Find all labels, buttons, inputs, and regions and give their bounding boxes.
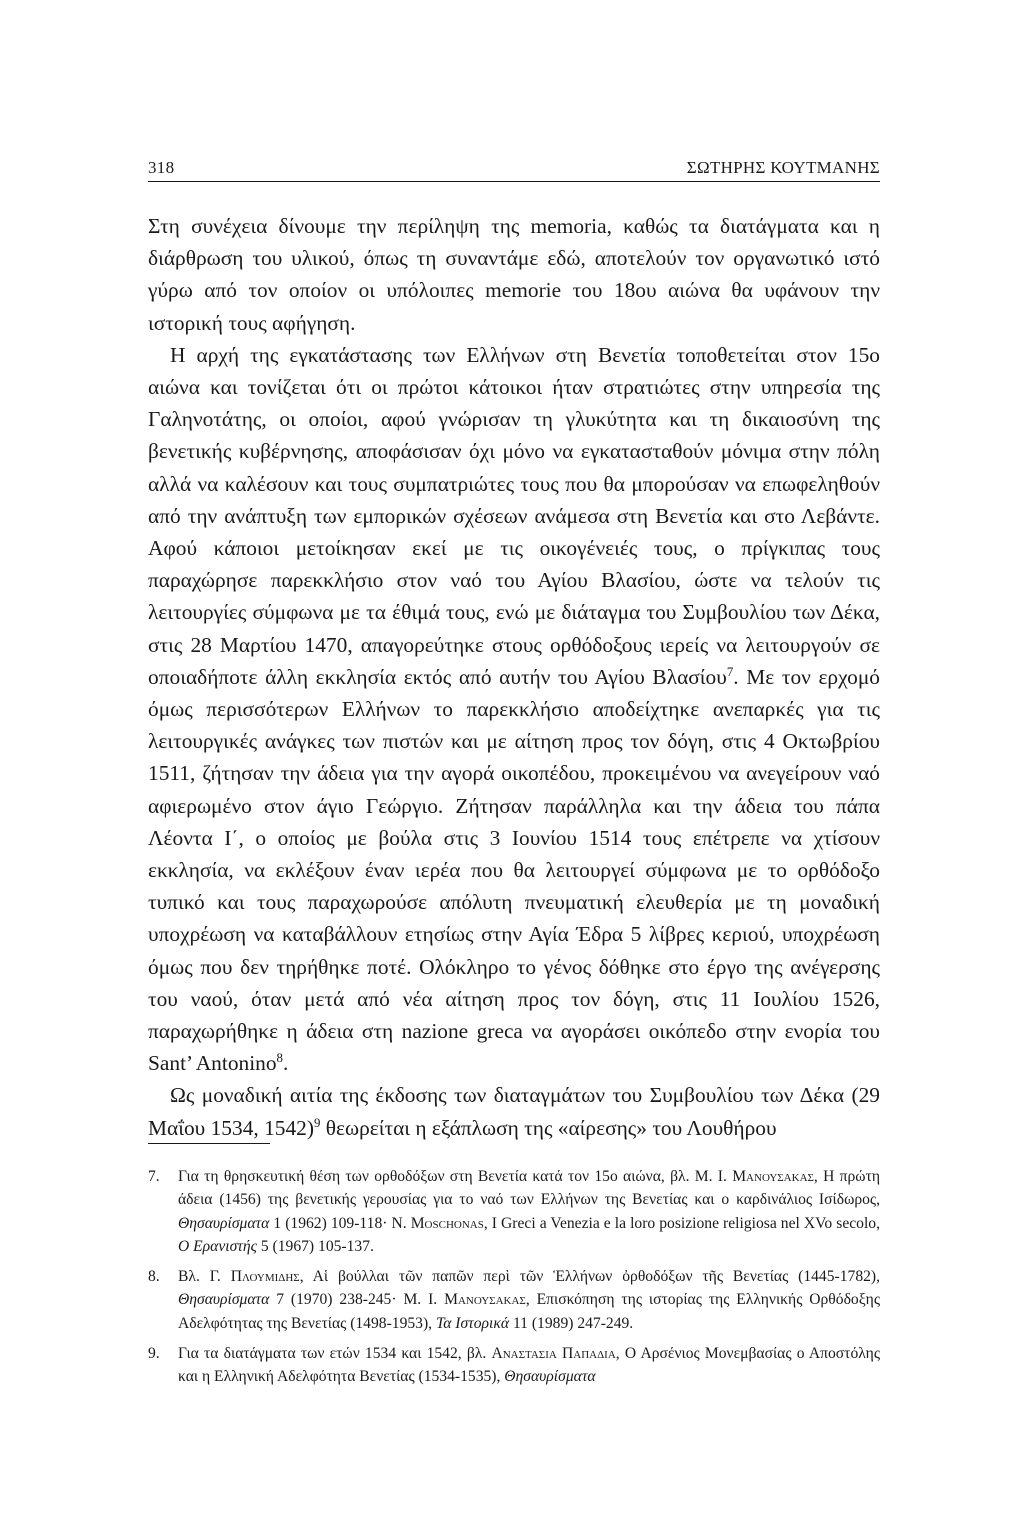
author-name: Moschonas (410, 1214, 484, 1232)
footnote-text-part: Για τη θρησκευτική θέση των ορθοδόξων στη Βενετία κατά τον 15ο αιώνα, βλ. Μ. Ι. (178, 1168, 733, 1185)
footnote-rule (148, 1143, 270, 1144)
footnote-ref-7: 7 (726, 664, 734, 679)
footnote-text-part: 5 (1967) 105-137. (256, 1237, 374, 1255)
paragraph-2-text-a: Η αρχή της εγκατάστασης των Ελλήνων στη Βενετία τοποθετείται στον 15ο αιώνα και τονίζεται ότι οι πρώτοι κάτοικοι ήταν στρατιώτες στην υπηρεσία της Γαληνοτάτης, οι οποίοι, αφού γνώρισαν τη γλυκύτητα και τη δικαιοσύνη της βενετικής κυβέρνησης, αποφάσισαν όχι μόνο να εγκατασταθούν μόνιμα στην πόλη αλλά να καλέσουν και τους συμπατριώτες τους που θα μπορούσαν να επωφεληθούν από την ανάπτυξη των εμπορικών σχέσεων ανάμεσα στη Βενετία και στο Λεβάντε. Αφού κάποιοι μετοίκησαν εκεί με τις οικογένειές τους, ο πρίγκιπας τους παραχώρησε παρεκκλήσιο στον ναό του Αγίου Βλασίου, ώστε να τελούν τις λειτουργίες σύμφωνα με τα έθιμά τους, ενώ με διάταγμα του Συμβουλίου των Δέκα, στις 28 Μαρτίου 1470, απαγορεύτηκε στους ορθόδοξους ιερείς να λειτουργούν σε οποιαδήποτε άλλη εκκλησία εκτός από αυτήν του Αγίου Βλασίου (148, 342, 880, 689)
journal-title: Θησαυρίσματα (504, 1368, 596, 1386)
paragraph-3-text-a: Ως μοναδική αιτία της έκδοσης των διαταγμάτων του Συμβουλίου των Δέκα (29 Μαΐου 1534, 1542) (148, 1083, 880, 1140)
author-name: Μανουσακας (444, 1291, 526, 1309)
footnote-number: 8. (148, 1268, 160, 1286)
footnote-text-part: Για τα διατάγματα των ετών 1534 και 1542, βλ. (178, 1345, 492, 1363)
journal-title: Ο Ερανιστής (178, 1237, 257, 1255)
footnote-text-part: 11 (1989) 247-249. (509, 1314, 634, 1332)
footnote-text-part: , Η πρώτη άδεια (1456) της βενετικής γερουσίας για το ναό των Ελλήνων της Βενετίας και ο καρδινάλιος Ισίδωρος, (178, 1168, 880, 1209)
footnote-text (178, 1165, 880, 1258)
footnote-text (178, 1342, 880, 1389)
footnote-7 (148, 1165, 880, 1258)
footnote-number: 7. (148, 1168, 160, 1185)
footnote-text (178, 1265, 880, 1335)
journal-title: Θησαυρίσματα (178, 1214, 270, 1232)
paragraph-3 (148, 1079, 880, 1143)
footnote-text-part: , Αἱ βούλλαι τῶν παπῶν περὶ τῶν Ἑλλήνων ὀρθοδόξων τῆς Βενετίας (1445-1782), (299, 1268, 880, 1286)
journal-title: Θησαυρίσματα (178, 1291, 270, 1309)
footnote-text-part: , I Greci a Venezia e la loro posizione religiosa nel XVo secolo, (483, 1214, 880, 1232)
author-name: Πλουμιδης (230, 1268, 300, 1286)
paragraph-3-text-b: θεωρείται η εξάπλωση της «αίρεσης» του Λουθήρου (320, 1115, 777, 1140)
footnote-9 (148, 1342, 880, 1389)
footnotes (148, 1165, 880, 1396)
footnote-8 (148, 1265, 880, 1335)
footnote-ref-8: 8 (276, 1051, 283, 1066)
running-header (148, 158, 880, 178)
footnote-text-part: 1 (1962) 109-118· N. (269, 1214, 411, 1232)
paragraph-1: Στη συνέχεια δίνουμε την περίληψη της memoria, καθώς τα διατάγματα και η διάρθρωση του υλικού, όπως τη συναντάμε εδώ, αποτελούν τον οργανωτικό ιστό γύρω από τον οποίον οι υπόλοιπες memorie του 18ου αιώνα θα υφάνουν την ιστορική τους αφήγηση. (148, 214, 880, 335)
header-rule (148, 181, 880, 182)
author-name: Αναστασια Παπαδια (491, 1345, 616, 1363)
footnote-text-part: Βλ. Γ. (178, 1268, 231, 1286)
paragraph-2-text-b: . Με τον ερχομό όμως περισσότερων Ελλήνων το παρεκκλήσιο αποδείχτηκε ανεπαρκές για τις λειτουργικές ανάγκες των πιστών και με αίτηση προς τον δόγη, στις 4 Οκτωβρίου 1511, ζήτησαν την άδεια για την αγορά οικοπέδου, προκειμένου να ανεγείρουν ναό αφιερωμένο στον άγιο Γεώργιο. Ζήτησαν παράλληλα και την άδεια του πάπα Λέοντα Ι΄, ο οποίος με βούλα στις 3 Ιουνίου 1514 τους επέτρεπε να χτίσουν εκκλησία, να εκλέξουν έναν ιερέα που θα λειτουργεί σύμφωνα με το ορθόδοξο τυπικό και τους παραχωρούσε απόλυτη πνευματική ελευθερία με τη μοναδική υποχρέωση να καταβάλλουν ετησίως στην Αγία Έδρα 5 λίβρες κεριού, υποχρέωση όμως που δεν τηρήθηκε ποτέ. Ολόκληρο το γένος δόθηκε στο έργο της ανέγερσης του ναού, όταν μετά από νέα αίτηση προς τον δόγη, στις 11 Ιουλίου 1526, παραχωρήθηκε η άδεια στη nazione greca να αγοράσει οικόπεδο στην ενορία του Sant’ Antonino (148, 664, 880, 1076)
paragraph-2 (148, 339, 880, 1080)
journal-title: Τα Ιστορικά (435, 1314, 510, 1332)
footnote-number: 9. (148, 1345, 160, 1363)
running-title: ΣΩΤΗΡΗΣ ΚΟΥΤΜΑΝΗΣ (686, 158, 880, 177)
footnote-text-part: 7 (1970) 238-245· Μ. Ι. (269, 1291, 445, 1309)
footnote-text-part: , Επισκόπηση της ιστορίας της Ελληνικής Ορθόδοξης Αδελφότητας της Βενετίας (1498-1953), (178, 1291, 880, 1332)
paragraph-2-text-c: . (282, 1051, 289, 1076)
footnote-ref-9: 9 (314, 1115, 321, 1130)
footnote-text-part: , Ο Αρσένιος Μονεμβασίας ο Αποστόλης και η Ελληνική Αδελφότητα Βενετίας (1534-1535), (178, 1345, 880, 1386)
page-number: 318 (148, 158, 175, 177)
author-name: Μανουσακας (732, 1168, 814, 1185)
main-text (148, 210, 880, 1144)
